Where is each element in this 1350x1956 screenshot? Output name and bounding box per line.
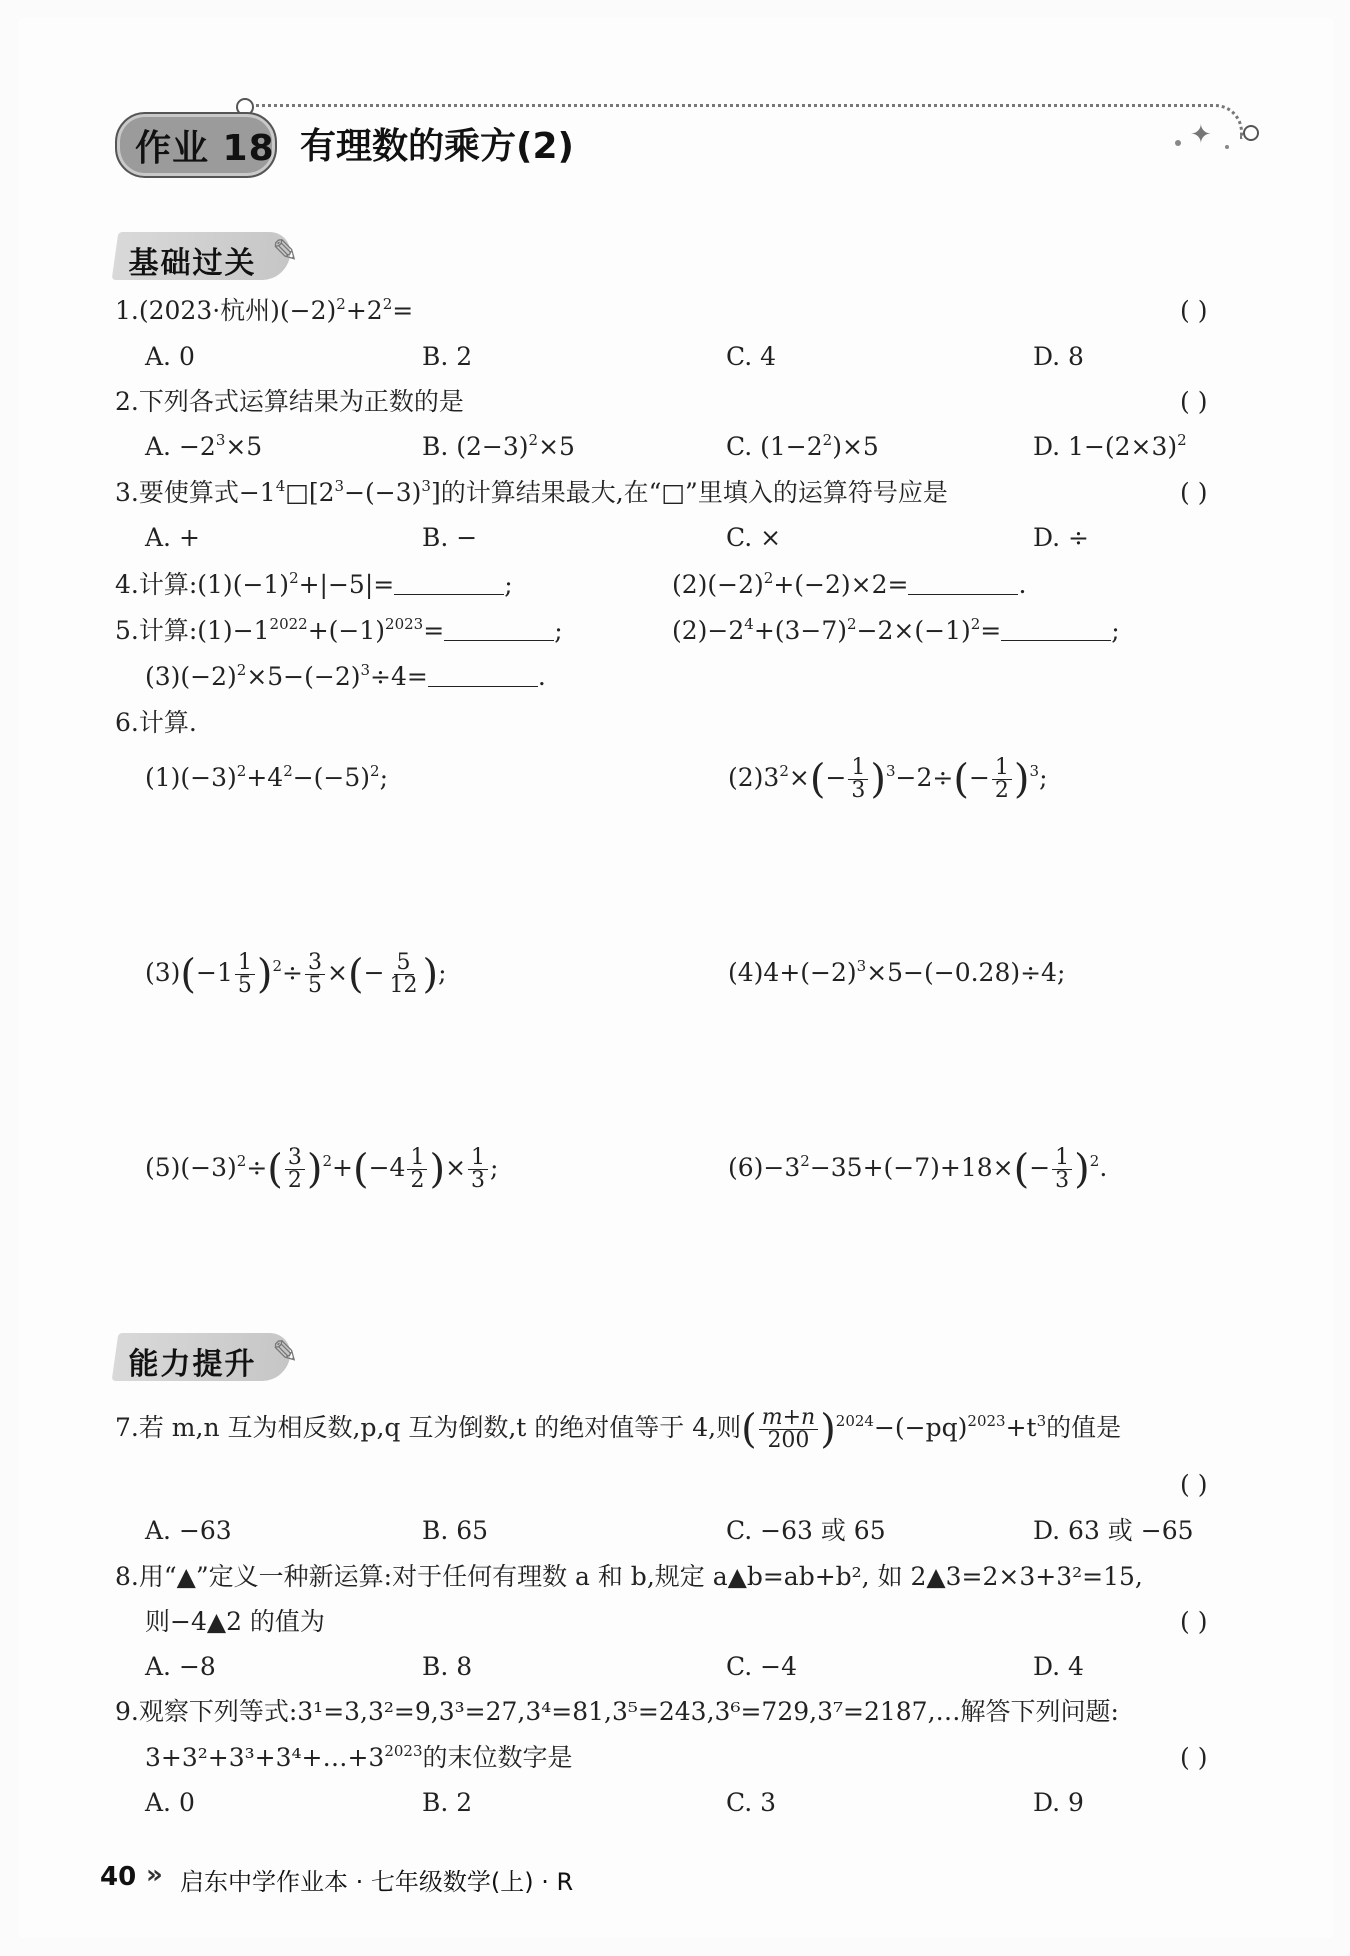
q8-option-a: A. −8 (145, 1652, 216, 1681)
homework-tag-label: 作业 18 (135, 128, 275, 169)
section-advanced-badge (112, 1333, 294, 1381)
q6-part5: $(5)(-3)^2\div$( $\frac{3}{2}$ )$^2$+(−4 $\frac{1}{2}$ )× $\frac{1}{3}$ ; (145, 1145, 499, 1193)
q3-stem: 3.要使算式$-1^4□[2^3-(-3)^3]$的计算结果最大,在“□”里填入的运算符号应是 (115, 477, 948, 507)
q7-option-a: A. −63 (145, 1516, 232, 1545)
section-basic-badge (112, 232, 294, 280)
q8-answer-paren: ( ) (1180, 1607, 1208, 1636)
header-dot-end (1243, 125, 1259, 141)
q2-answer-paren: ( ) (1180, 387, 1208, 416)
q1-option-d: D. 8 (1033, 342, 1084, 371)
q3-option-d: D. ÷ (1033, 523, 1089, 552)
q9-line1: 9.观察下列等式:3¹=3,3²=9,3³=27,3⁴=81,3⁵=243,3⁶=729,3⁷=2187,…解答下列问题: (115, 1697, 1119, 1726)
q2-option-b: B. $(2-3)^2\times 5$ (422, 431, 575, 461)
q1-answer-paren: ( ) (1180, 296, 1208, 325)
section-basic-label: 基础过关 (128, 246, 257, 281)
sparkle-pencil-icon: ✎ (272, 1333, 299, 1371)
q1-option-a: A. 0 (145, 342, 195, 371)
q5-part3: $(3)(-2)^2\times 5-(-2)^3\div 4=$ . (145, 661, 546, 691)
q2-option-d: D. $1-(2\times 3)^2$ (1033, 431, 1187, 461)
q3-option-a: A. + (145, 523, 200, 552)
q2-option-c: C. $(1-2^2)\times 5$ (726, 431, 879, 461)
q3-answer-paren: ( ) (1180, 478, 1208, 507)
q9-option-d: D. 9 (1033, 1788, 1084, 1817)
page-title: 有理数的乘方(2) (300, 126, 574, 167)
q4-blank1[interactable] (394, 572, 504, 595)
q8-option-b: B. 8 (422, 1652, 473, 1681)
sparkle-dot-icon (1225, 145, 1229, 149)
q7-option-c: C. −63 或 65 (726, 1516, 886, 1545)
q5-blank2[interactable] (1001, 618, 1111, 641)
q6-part2: $(2)3^2\times(-$ $\frac{1}{3}$ )$^3$−2÷(− $\frac{1}{2}$ )$^3$; (728, 755, 1048, 803)
q6-part4: $(4)4+(-2)^3\times 5-(-0.28)\div 4$; (728, 957, 1066, 987)
q4-blank2[interactable] (908, 572, 1018, 595)
section-advanced-label: 能力提升 (128, 1347, 257, 1382)
q3-option-b: B. − (422, 523, 478, 552)
q8-line2: 则−4▲2 的值为 (145, 1607, 325, 1636)
q6-stem: 6.计算. (115, 708, 197, 737)
q8-line1: 8.用“▲”定义一种新运算:对于任何有理数 a 和 b,规定 a▲b=ab+b², 如 2▲3=2×3+3²=15, (115, 1562, 1143, 1591)
q9-answer-paren: ( ) (1180, 1743, 1208, 1772)
q9-line2: $3+3^2+3^3+3^4+\dots+3^{2023}$的末位数字是 (145, 1742, 573, 1772)
q6-part1: $(1)(-3)^2+4^2-(-5)^2$; (145, 762, 389, 792)
page-number: 40 (100, 1862, 137, 1892)
sparkle-icon: ✦ (1190, 120, 1212, 150)
q4-part2: $(2)(-2)^2+(-2)\times 2=$ . (672, 569, 1027, 599)
q5-part1: 5.计算$:(1)-1^{2022}+(-1)^{2023}=$ ; (115, 615, 563, 645)
q9-option-a: A. 0 (145, 1788, 195, 1817)
chevron-right-icon: » (146, 1860, 163, 1890)
q8-option-c: C. −4 (726, 1652, 797, 1681)
q4-part1: 4.计算$:(1)(-1)^2+|-5|=$ ; (115, 569, 513, 599)
book-title: 启东中学作业本 · 七年级数学(上) · R (180, 1868, 574, 1896)
q7-option-d: D. 63 或 −65 (1033, 1516, 1194, 1545)
q5-blank1[interactable] (444, 618, 554, 641)
q2-stem: 2.下列各式运算结果为正数的是 (115, 387, 464, 416)
q7-option-b: B. 65 (422, 1516, 489, 1545)
q7-stem: 7.若 m,n 互为相反数,p,q 互为倒数,t 的绝对值等于 4,则( $\frac{m+n}{200}$ )$^{2024}-(-pq)^{2023}+t^3$的值是 (115, 1405, 1122, 1453)
pencil-icon: ✎ (272, 232, 299, 270)
q1-option-c: C. 4 (726, 342, 777, 371)
q6-part3: (3)(−1 $\frac{1}{5}$ )$^2$÷ $\frac{3}{5}$ ×(− $\frac{5}{12}$ ); (145, 950, 447, 998)
q1-stem: 1.(2023·杭州)$(-2)^2+2^2=$ (115, 295, 414, 325)
q2-option-a: A. $-2^3\times 5$ (145, 431, 263, 461)
q8-option-d: D. 4 (1033, 1652, 1084, 1681)
sparkle-dot-icon (1175, 140, 1181, 146)
q9-option-b: B. 2 (422, 1788, 473, 1817)
q9-option-c: C. 3 (726, 1788, 777, 1817)
homework-tag (115, 112, 277, 178)
q7-answer-paren: ( ) (1180, 1470, 1208, 1499)
q6-part6: $(6)-3^2-35+(-7)+18\times(-$ $\frac{1}{3}$ )$^2$. (728, 1145, 1108, 1193)
q5-blank3[interactable] (428, 664, 538, 687)
q3-option-c: C. × (726, 523, 782, 552)
q1-option-b: B. 2 (422, 342, 473, 371)
q5-part2: $(2)-2^4+(3-7)^2-2\times(-1)^2=$ ; (672, 615, 1120, 645)
